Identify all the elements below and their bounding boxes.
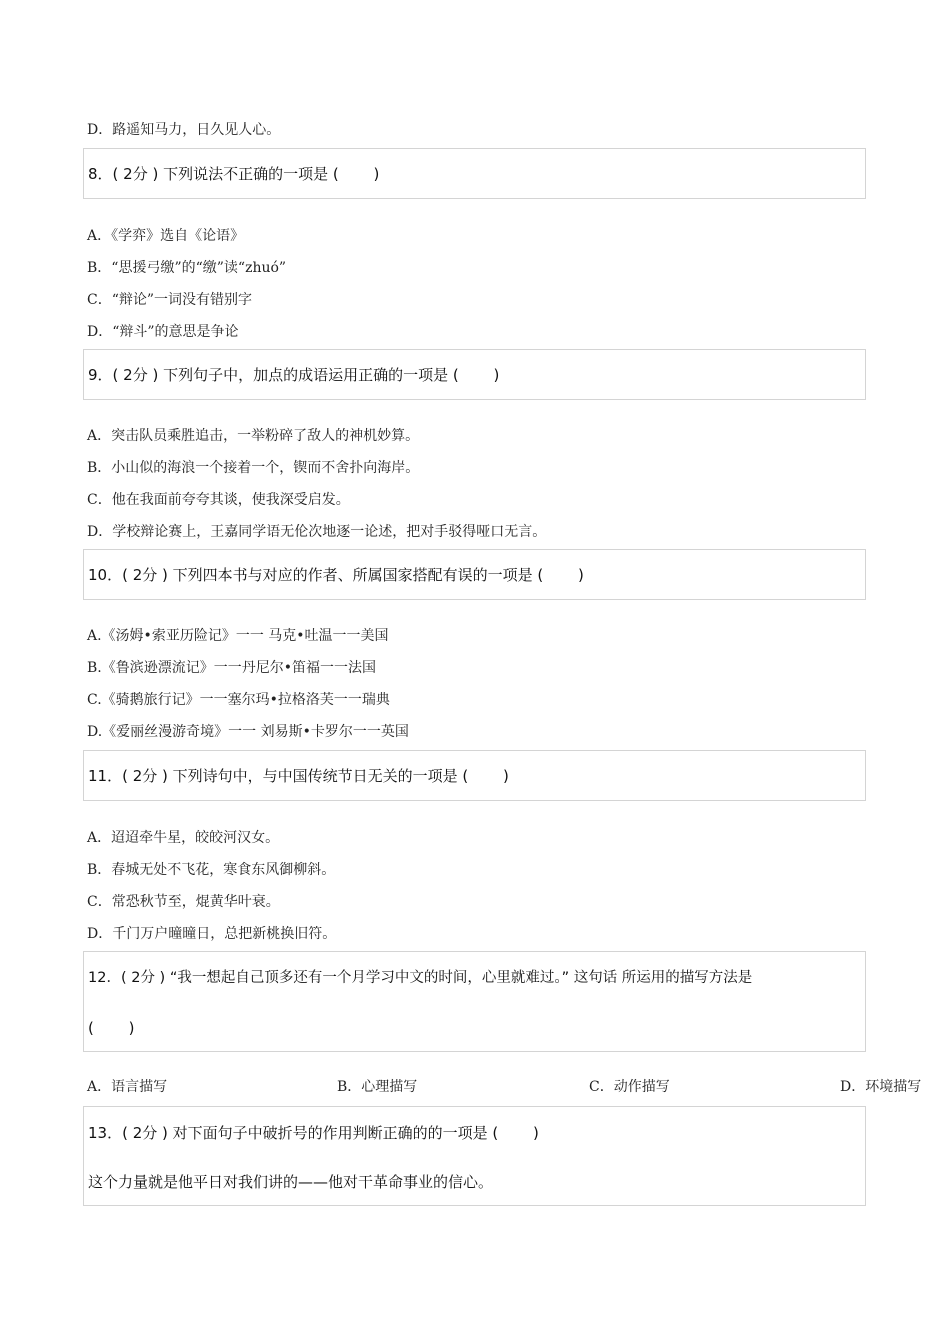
q12-option-c: C．动作描写	[589, 1079, 670, 1095]
question-11-stem: 11．( 2分 ) 下列诗句中，与中国传统节日无关的一项是 ( )	[88, 767, 509, 785]
question-8-stem: 8．( 2分 ) 下列说法不正确的一项是 ( )	[88, 165, 380, 183]
q9-option-b: B．小山似的海浪一个接着一个，锲而不舍扑向海岸。	[87, 460, 420, 476]
q11-option-c: C．常恐秋节至，焜黄华叶衰。	[87, 894, 280, 910]
q10-option-c: C.《骑鹅旅行记》一一塞尔玛•拉格洛芙一一瑞典	[87, 692, 390, 708]
q8-option-b: B．“思援弓缴”的“缴”读“zhuó”	[87, 260, 287, 276]
question-12-stem-line-2: ( )	[88, 1019, 135, 1037]
q10-option-a: A.《汤姆•索亚历险记》一一 马克•吐温一一美国	[87, 628, 389, 644]
question-12-stem-line-1: 12．( 2分 ) “我一想起自己顶多还有一个月学习中文的时间，心里就难过。” 这句话 所运用的描写方法是	[88, 970, 753, 986]
question-10-stem: 10．( 2分 ) 下列四本书与对应的作者、所属国家搭配有误的一项是 ( )	[88, 566, 584, 584]
q9-option-d: D．学校辩论赛上，王嘉同学语无伦次地逐一论述，把对手驳得哑口无言。	[87, 524, 547, 540]
q11-option-a: A．迢迢牵牛星，皎皎河汉女。	[87, 830, 280, 846]
q12-option-a: A．语言描写	[87, 1079, 168, 1095]
q10-option-d: D.《爱丽丝漫游奇境》一一 刘易斯•卡罗尔一一英国	[87, 724, 409, 740]
q8-option-d: D．“辩斗”的意思是争论	[87, 324, 239, 340]
question-10-box	[83, 549, 866, 600]
q8-option-c: C．“辩论”一词没有错别字	[87, 292, 253, 308]
question-13-stem-line-1: 13．( 2分 ) 对下面句子中破折号的作用判断正确的的一项是 ( )	[88, 1124, 539, 1142]
q9-option-a: A．突击队员乘胜追击，一举粉碎了敌人的神机妙算。	[87, 428, 420, 444]
q8-option-a: A．《学弈》选自《论语》	[87, 228, 245, 244]
q9-option-c: C．他在我面前夸夸其谈，使我深受启发。	[87, 492, 350, 508]
q11-option-d: D．千门万户曈曈日，总把新桃换旧符。	[87, 926, 337, 942]
question-13-stem-line-2: 这个力量就是他平日对我们讲的——他对干革命事业的信心。	[88, 1173, 494, 1191]
question-12-box	[83, 951, 866, 1052]
q10-option-b: B.《鲁滨逊漂流记》一一丹尼尔•笛福一一法国	[87, 660, 376, 676]
q11-option-b: B．春城无处不飞花，寒食东风御柳斜。	[87, 862, 336, 878]
question-13-box	[83, 1106, 866, 1206]
q7-option-d: D．路遥知马力，日久见人心。	[87, 122, 281, 138]
q12-option-b: B．心理描写	[337, 1079, 418, 1095]
q12-option-d: D．环境描写	[840, 1079, 922, 1095]
question-11-box	[83, 750, 866, 801]
question-9-box	[83, 349, 866, 400]
question-8-box	[83, 148, 866, 199]
question-9-stem: 9．( 2分 ) 下列句子中，加点的成语运用正确的一项是 ( )	[88, 366, 500, 384]
